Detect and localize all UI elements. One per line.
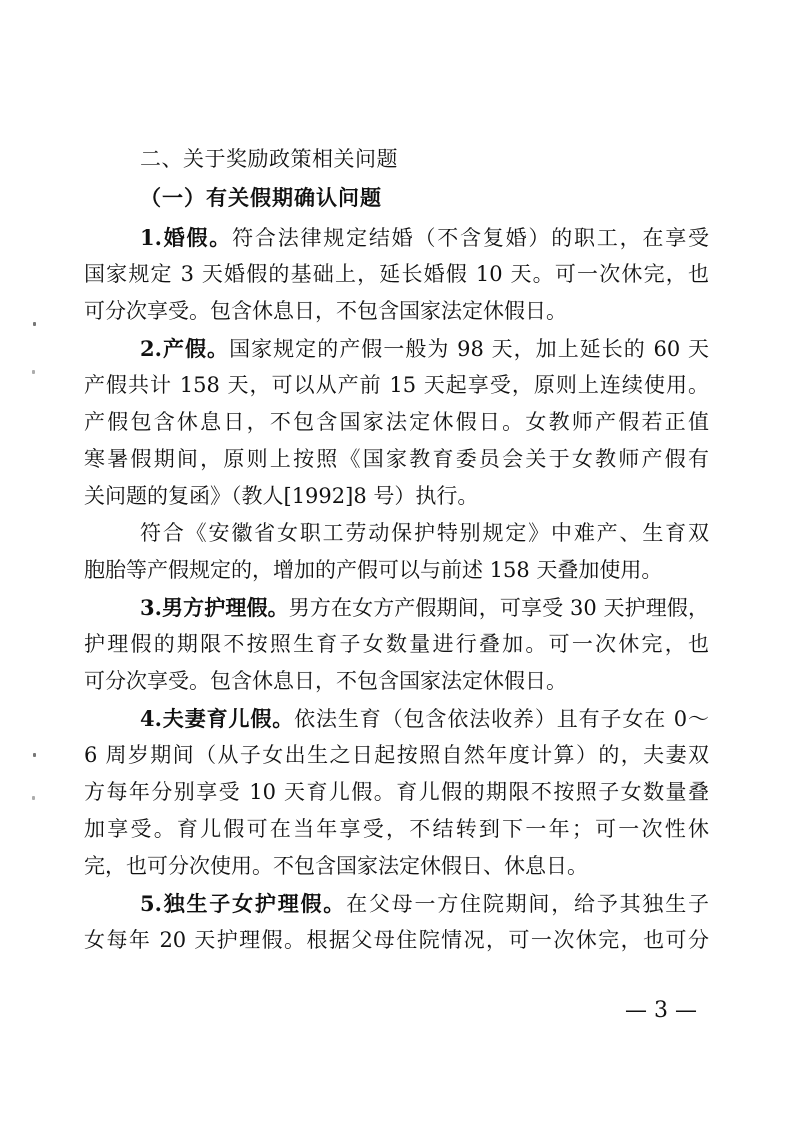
paragraph-line: 1.婚假。符合法律规定结婚（不含复婚）的职工，在享受	[140, 225, 709, 250]
paragraph-line: 寒暑假期间，原则上按照《国家教育委员会关于女教师产假有	[84, 447, 709, 471]
paragraph-line: 女每年 20 天护理假。根据父母住院情况，可一次休完，也可分	[84, 928, 709, 952]
paragraph-line: 4.夫妻育儿假。依法生育（包含依法收养）且有子女在 0～	[140, 706, 709, 731]
item-title: 4.夫妻育儿假。	[140, 706, 295, 731]
paragraph-line: 可分次享受。包含休息日，不包含国家法定休假日。	[84, 299, 567, 323]
paragraph-line: 5.独生子女护理假。在父母一方住院期间，给予其独生子	[140, 891, 709, 916]
scan-mark	[33, 322, 36, 326]
item-title: 2.产假。	[140, 336, 230, 361]
section-heading: 二、关于奖励政策相关问题	[140, 147, 398, 171]
scan-mark	[32, 796, 35, 800]
subsection-heading: （一）有关假期确认问题	[140, 185, 382, 210]
item-title: 5.独生子女护理假。	[140, 891, 347, 916]
paragraph-line: 可分次享受。包含休息日，不包含国家法定休假日。	[84, 669, 567, 693]
paragraph-line: 6 周岁期间（从子女出生之日起按照自然年度计算）的，夫妻双	[84, 743, 709, 767]
item-title: 1.婚假。	[140, 225, 233, 250]
paragraph-line: 2.产假。国家规定的产假一般为 98 天，加上延长的 60 天	[140, 336, 709, 361]
paragraph-line: 产假包含休息日，不包含国家法定休假日。女教师产假若正值	[84, 410, 709, 434]
paragraph-line: 胞胎等产假规定的，增加的产假可以与前述 158 天叠加使用。	[84, 558, 663, 582]
paragraph-line: 加享受。育儿假可在当年享受，不结转到下一年；可一次性休	[84, 817, 709, 841]
paragraph-line: 关问题的复函》（教人[1992]8 号）执行。	[84, 484, 479, 508]
paragraph-line: 完，也可分次使用。不包含国家法定休假日、休息日。	[84, 854, 588, 878]
paragraph-line: 方每年分别享受 10 天育儿假。育儿假的期限不按照子女数量叠	[84, 780, 709, 804]
paragraph-line: 符合《安徽省女职工劳动保护特别规定》中难产、生育双	[140, 521, 709, 545]
paragraph-line: 产假共计 158 天，可以从产前 15 天起享受，原则上连续使用。	[84, 373, 709, 397]
paragraph-line: 护理假的期限不按照生育子女数量进行叠加。可一次休完，也	[84, 632, 709, 656]
scan-mark	[33, 753, 36, 757]
paragraph-line: 3.男方护理假。男方在女方产假期间，可享受 30 天护理假，	[140, 595, 709, 620]
page-number: — 3 —	[625, 998, 697, 1023]
paragraph-line: 国家规定 3 天婚假的基础上，延长婚假 10 天。可一次休完，也	[84, 262, 709, 286]
item-title: 3.男方护理假。	[140, 595, 289, 620]
scan-mark	[32, 370, 35, 374]
